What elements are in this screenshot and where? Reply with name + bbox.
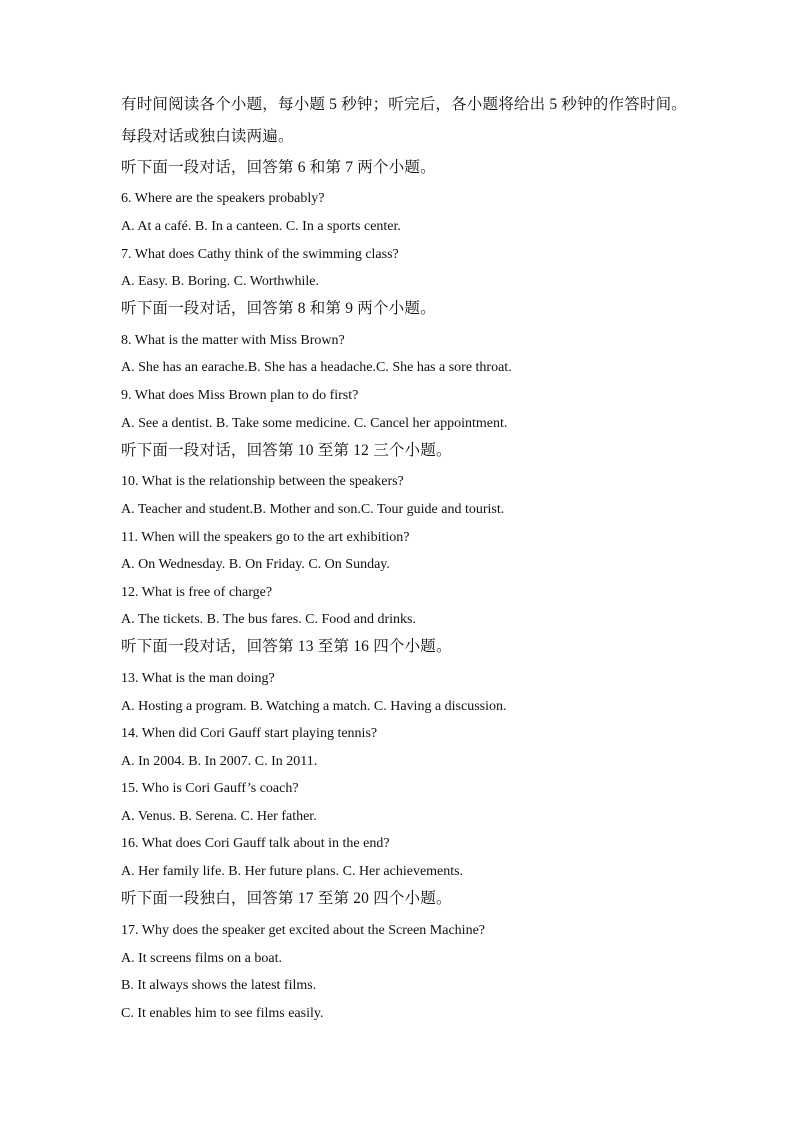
- options-line: A. She has an earache.B. She has a headache.C. She has a sore throat.: [121, 360, 512, 375]
- section-heading: 听下面一段对话，回答第 6 和第 7 两个小题。: [121, 159, 436, 176]
- instruction-line: 每段对话或独白读两遍。: [121, 128, 294, 145]
- section-heading: 听下面一段独白，回答第 17 至第 20 四个小题。: [121, 890, 452, 907]
- question-line: 6. Where are the speakers probably?: [121, 191, 325, 206]
- options-line: A. In 2004. B. In 2007. C. In 2011.: [121, 754, 318, 769]
- options-line: A. At a café. B. In a canteen. C. In a sports center.: [121, 219, 401, 234]
- question-line: 14. When did Cori Gauff start playing tennis?: [121, 726, 378, 741]
- options-line: B. It always shows the latest films.: [121, 978, 317, 993]
- question-line: 17. Why does the speaker get excited about the Screen Machine?: [121, 923, 485, 938]
- instruction-line: 有时间阅读各个小题，每小题 5 秒钟；听完后，各小题将给出 5 秒钟的作答时间。: [121, 96, 688, 113]
- options-line: A. It screens films on a boat.: [121, 951, 282, 966]
- question-line: 13. What is the man doing?: [121, 671, 275, 686]
- question-line: 12. What is free of charge?: [121, 585, 273, 600]
- question-line: 9. What does Miss Brown plan to do first?: [121, 388, 359, 403]
- section-heading: 听下面一段对话，回答第 8 和第 9 两个小题。: [121, 300, 436, 317]
- question-line: 11. When will the speakers go to the art exhibition?: [121, 530, 410, 545]
- question-line: 16. What does Cori Gauff talk about in the end?: [121, 836, 390, 851]
- options-line: A. The tickets. B. The bus fares. C. Food and drinks.: [121, 612, 417, 627]
- question-line: 15. Who is Cori Gauff’s coach?: [121, 781, 299, 796]
- question-line: 8. What is the matter with Miss Brown?: [121, 333, 345, 348]
- options-line: A. Venus. B. Serena. C. Her father.: [121, 809, 317, 824]
- section-heading: 听下面一段对话，回答第 13 至第 16 四个小题。: [121, 638, 452, 655]
- question-line: 7. What does Cathy think of the swimming class?: [121, 247, 399, 262]
- options-line: A. On Wednesday. B. On Friday. C. On Sunday.: [121, 557, 390, 572]
- options-line: A. Hosting a program. B. Watching a match. C. Having a discussion.: [121, 699, 507, 714]
- options-line: A. See a dentist. B. Take some medicine. C. Cancel her appointment.: [121, 416, 508, 431]
- options-line: A. Her family life. B. Her future plans. C. Her achievements.: [121, 864, 464, 879]
- options-line: A. Easy. B. Boring. C. Worthwhile.: [121, 274, 319, 289]
- options-line: A. Teacher and student.B. Mother and son.C. Tour guide and tourist.: [121, 502, 505, 517]
- options-line: C. It enables him to see films easily.: [121, 1006, 324, 1021]
- question-line: 10. What is the relationship between the speakers?: [121, 474, 404, 489]
- section-heading: 听下面一段对话，回答第 10 至第 12 三个小题。: [121, 442, 452, 459]
